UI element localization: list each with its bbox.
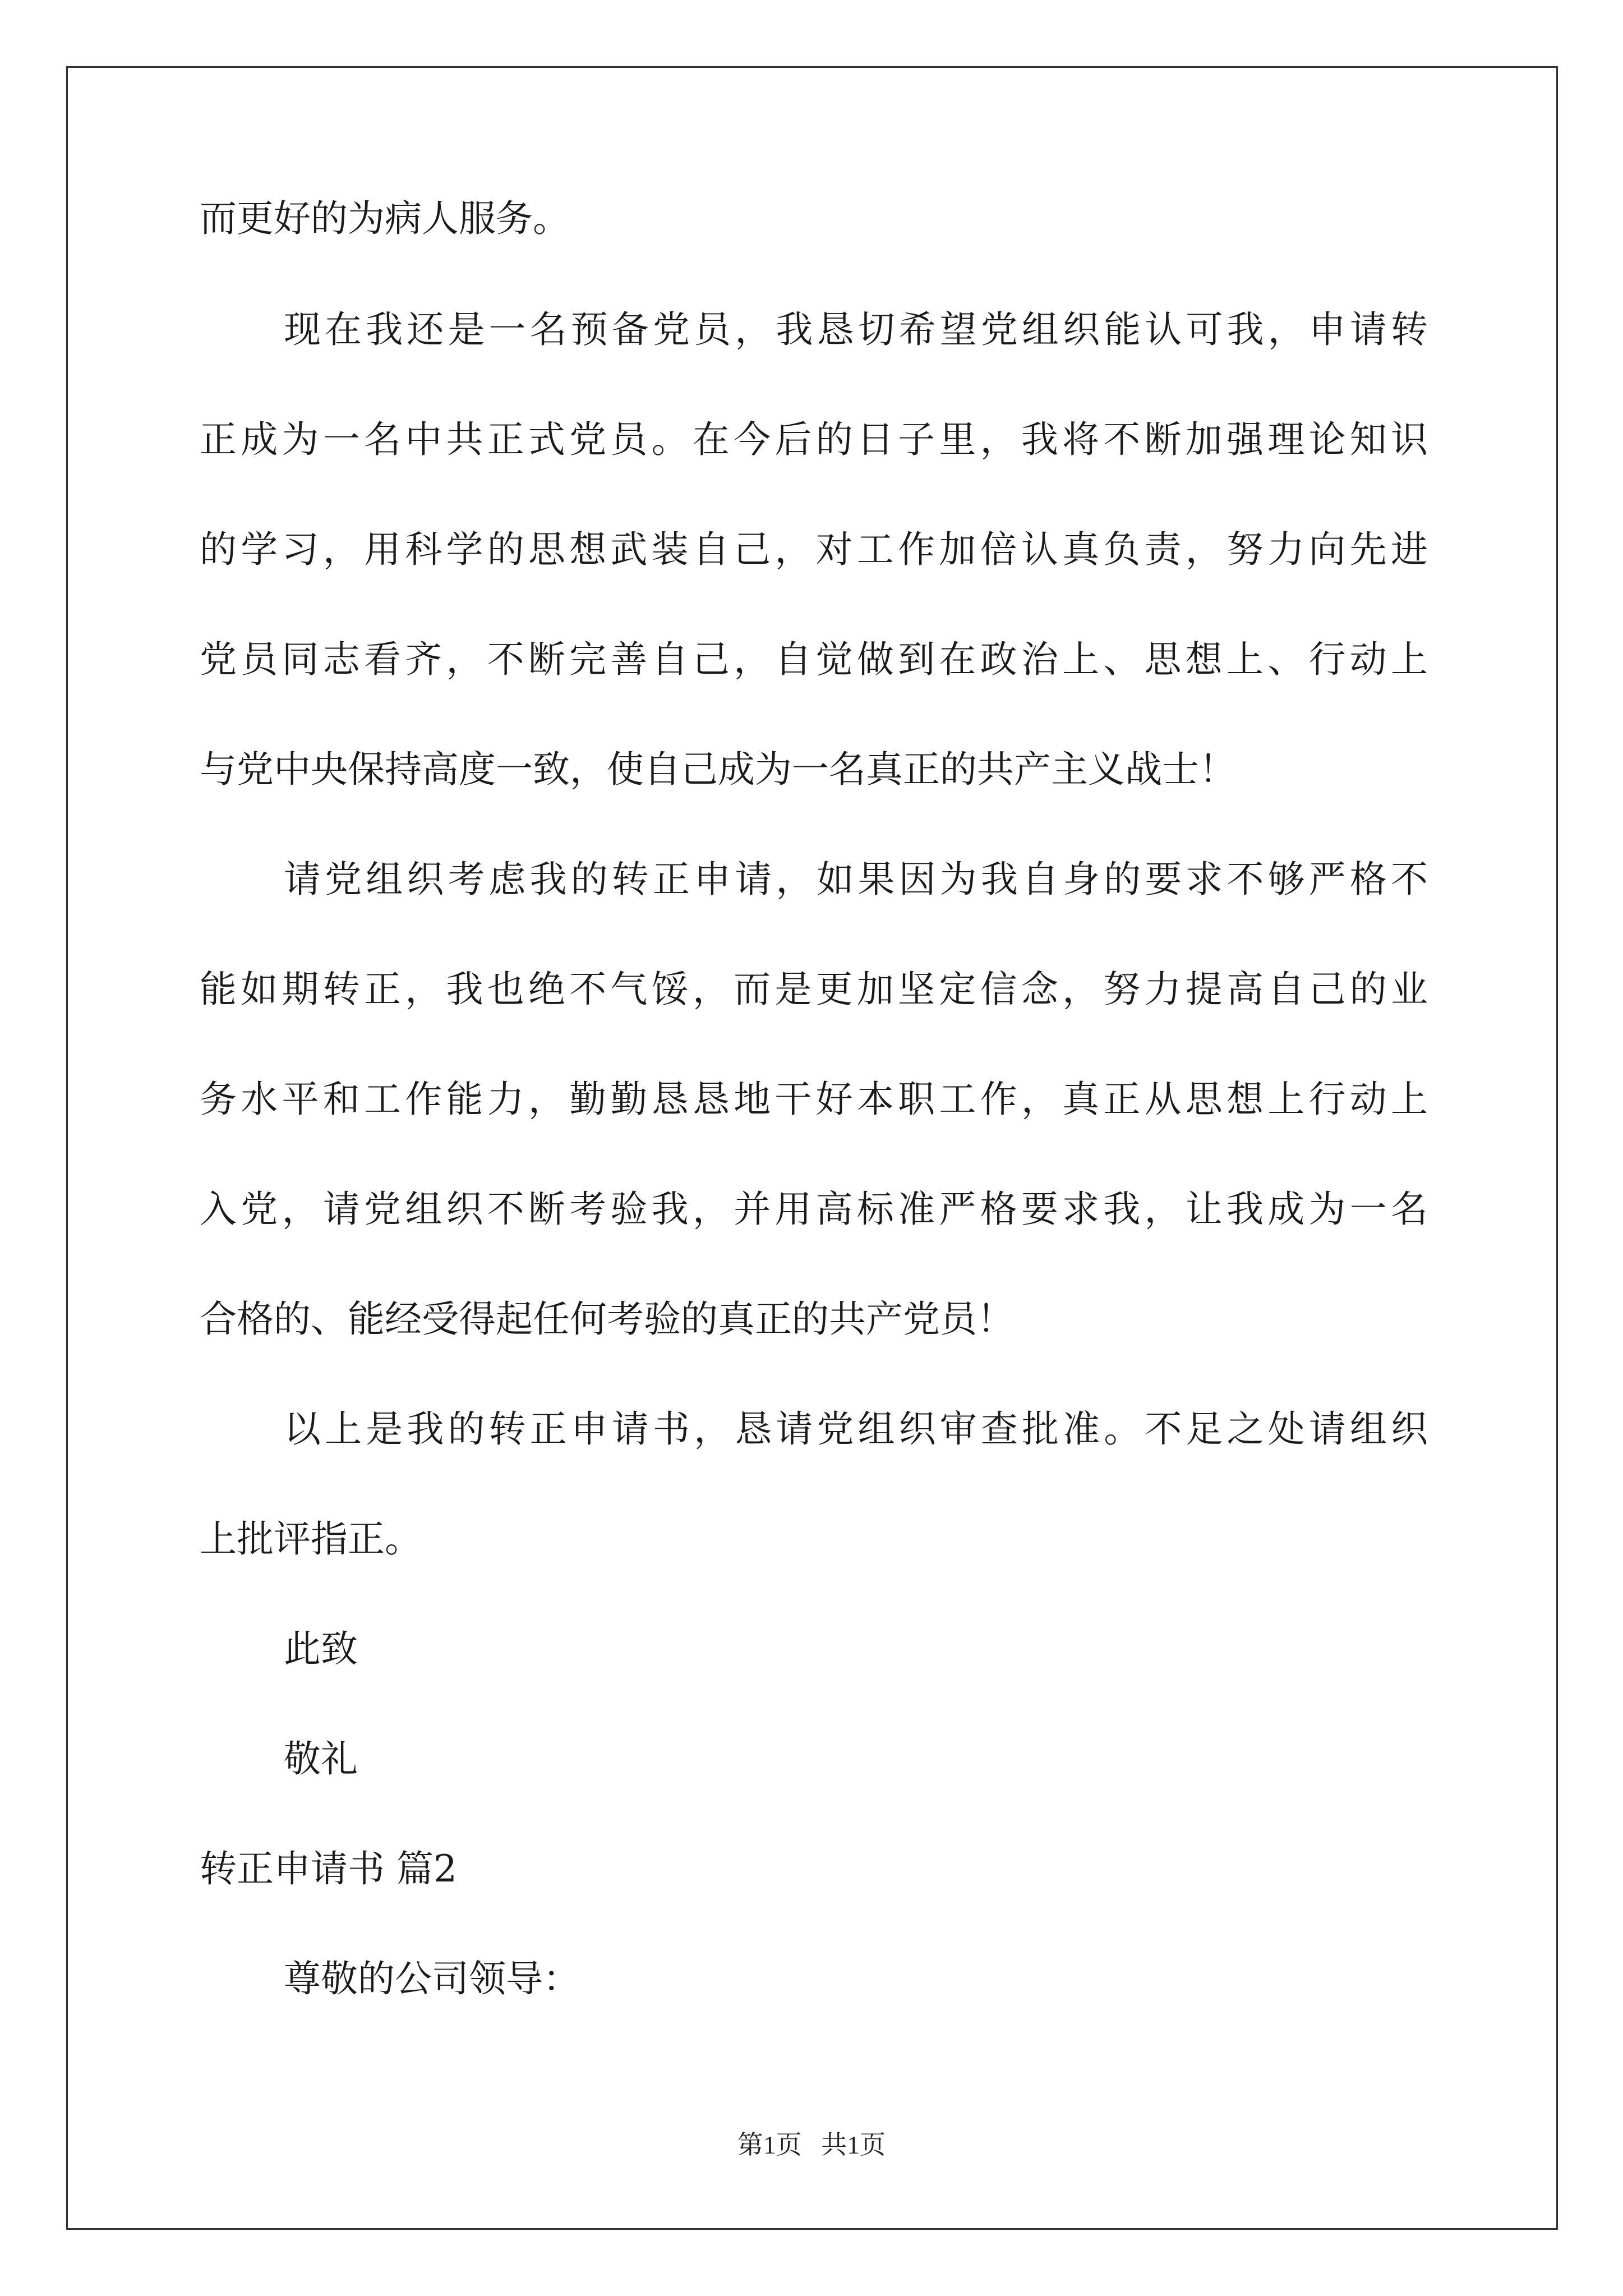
paragraph-line: 党员同志看齐，不断完善自己，自觉做到在政治上、思想上、行动上	[200, 638, 1428, 681]
paragraph-line: 合格的、能经受得起任何考验的真正的共产党员！	[200, 1297, 1014, 1341]
paragraph-line: 请党组织考虑我的转正申请，如果因为我自身的要求不够严格不	[284, 858, 1428, 901]
paragraph-line: 能如期转正，我也绝不气馁，而是更加坚定信念，努力提高自己的业	[200, 968, 1428, 1011]
paragraph-line: 正成为一名中共正式党员。在今后的日子里，我将不断加强理论知识	[200, 418, 1428, 461]
closing-line: 敬礼	[284, 1737, 358, 1780]
paragraph-line: 以上是我的转正申请书，恳请党组织审查批准。不足之处请组织	[284, 1407, 1428, 1451]
page-border	[66, 66, 1558, 2230]
paragraph-line: 与党中央保持高度一致，使自己成为一名真正的共产主义战士！	[200, 748, 1236, 791]
paragraph-line: 入党，请党组织不断考验我，并用高标准严格要求我，让我成为一名	[200, 1188, 1428, 1231]
page-footer: 第1页 共1页	[737, 2131, 886, 2159]
paragraph-line: 而更好的为病人服务。	[200, 197, 570, 240]
paragraph-line: 上批评指正。	[200, 1517, 422, 1561]
paragraph-line: 现在我还是一名预备党员，我恳切希望党组织能认可我，申请转	[284, 308, 1428, 351]
section-heading: 转正申请书 篇2	[200, 1847, 457, 1890]
salutation-line: 此致	[284, 1627, 358, 1671]
paragraph-line: 的学习，用科学的思想武装自己，对工作加倍认真负责，努力向先进	[200, 528, 1428, 571]
paragraph-line: 务水平和工作能力，勤勤恳恳地干好本职工作，真正从思想上行动上	[200, 1078, 1428, 1121]
greeting-line: 尊敬的公司领导：	[284, 1957, 580, 2000]
